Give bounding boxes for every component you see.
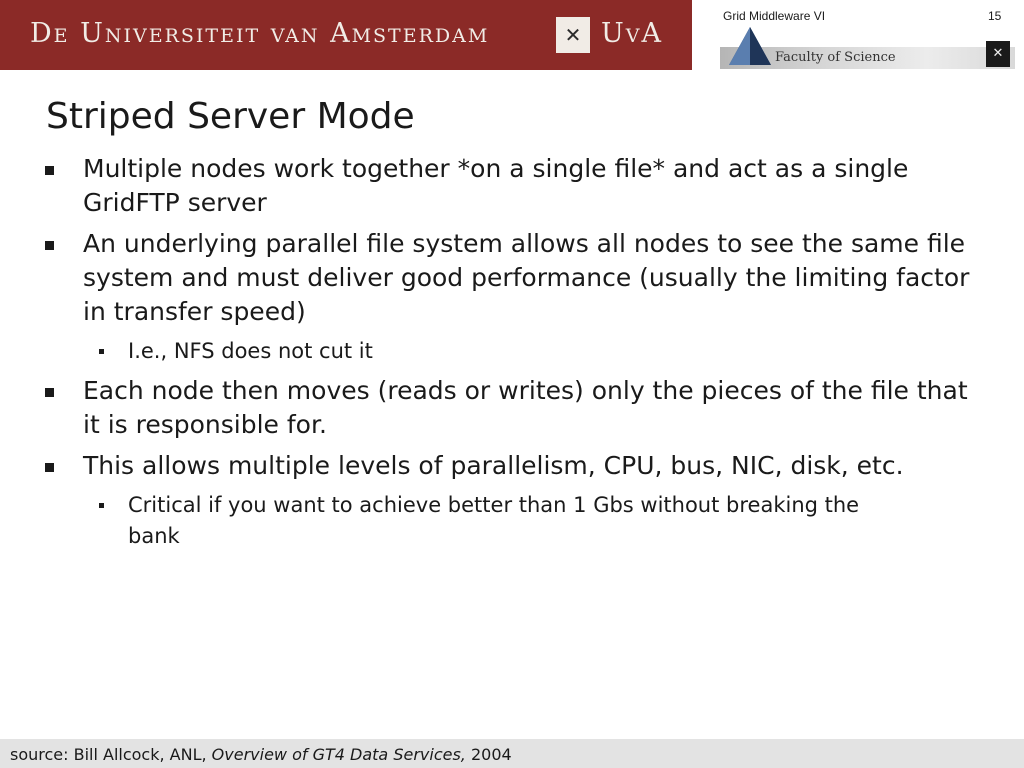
page-number: 15 [988,9,1002,23]
square-bullet-icon [45,166,54,175]
source-footer [0,739,1024,768]
university-name: De Universiteit van Amsterdam [30,18,490,49]
square-bullet-icon [45,241,54,250]
source-citation [10,745,512,764]
sub-bullet-item [0,490,868,552]
bullet-item [0,449,983,483]
sub-bullet-text: Critical if you want to achieve better than 1 Gbs without breaking the bank [128,493,860,548]
small-square-bullet-icon [99,503,104,508]
bullet-text: Each node then moves (reads or writes) only the pieces of the file that it is responsible for. [83,376,968,439]
square-bullet-icon [45,388,54,397]
pyramid-logo-icon [727,25,773,69]
square-bullet-icon [45,463,54,472]
bullet-item [0,152,983,220]
faculty-bar [720,47,1015,69]
university-banner [0,0,692,70]
bullet-text: An underlying parallel file system allows all nodes to see the same file system and must deliver good performance (usually the limiting factor in transfer speed) [83,229,970,326]
bullet-text: Multiple nodes work together *on a single file* and act as a single GridFTP server [83,154,909,217]
source-title: Overview of GT4 Data Services, [211,745,466,764]
small-square-bullet-icon [99,349,104,354]
bullet-item [0,374,983,442]
course-title: Grid Middleware VI [723,9,826,23]
source-year: 2004 [465,745,512,764]
sub-bullet-text: I.e., NFS does not cut it [128,339,373,363]
university-abbrev: UvA [601,18,663,49]
faculty-name: Faculty of Science [775,50,896,65]
crest-small-icon: ✕ [986,41,1010,67]
sub-bullet-item [0,336,868,367]
source-prefix: source: Bill Allcock, ANL, [10,745,212,764]
slide-title: Striped Server Mode [46,96,415,137]
slide-content [0,152,1024,559]
bullet-text: This allows multiple levels of parallelism, CPU, bus, NIC, disk, etc. [83,451,904,480]
bullet-item [0,227,983,329]
crest-icon: ✕ [556,17,590,53]
